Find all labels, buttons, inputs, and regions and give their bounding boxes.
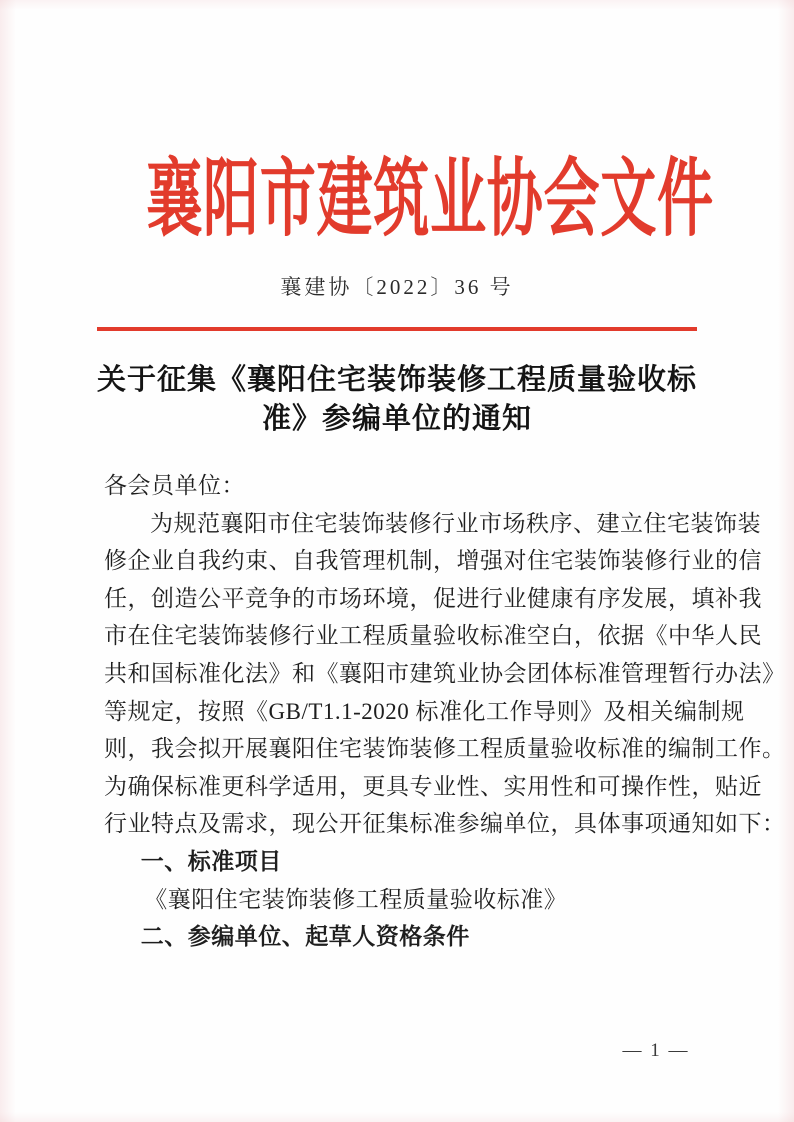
body-line: 修企业自我约束、自我管理机制，增强对住宅装饰装修行业的信 (104, 548, 762, 574)
notice-title (77, 361, 717, 439)
body-line: 市在住宅装饰装修行业工程质量验收标准空白，依据《中华人民 (104, 623, 762, 649)
body-line: 二、参编单位、起草人资格条件 (140, 924, 470, 950)
notice-title-line: 准》参编单位的通知 (261, 403, 532, 435)
document-number: 襄建协〔2022〕36 号 (280, 275, 514, 299)
org-masthead-text: 襄阳市建筑业协会文件 (146, 153, 714, 247)
header-separator-rule (97, 327, 697, 331)
notice-body (104, 467, 786, 956)
body-line: 为规范襄阳市住宅装饰装修行业市场秩序、建立住宅装饰装 (150, 510, 761, 536)
body-line: 任，创造公平竞争的市场环境，促进行业健康有序发展，填补我 (104, 585, 762, 611)
body-line: 行业特点及需求，现公开征集标准参编单位，具体事项通知如下： (104, 811, 786, 837)
body-line: 等规定，按照《GB/T1.1-2020 标准化工作导则》及相关编制规 (104, 698, 745, 724)
page-number: — 1 — (622, 1040, 690, 1061)
body-line: 各会员单位： (104, 473, 245, 498)
body-line: 共和国标准化法》和《襄阳市建筑业协会团体标准管理暂行办法》 (104, 660, 786, 686)
notice-title-line: 关于征集《襄阳住宅装饰装修工程质量验收标 (96, 364, 697, 396)
org-masthead (0, 148, 794, 276)
body-line: 则，我会拟开展襄阳住宅装饰装修工程质量验收标准的编制工作。 (104, 736, 786, 762)
body-line: 为确保标准更科学适用，更具专业性、实用性和可操作性，贴近 (104, 773, 762, 799)
body-line: 一、标准项目 (140, 848, 282, 874)
body-line: 《襄阳住宅装饰装修工程质量验收标准》 (144, 886, 568, 912)
